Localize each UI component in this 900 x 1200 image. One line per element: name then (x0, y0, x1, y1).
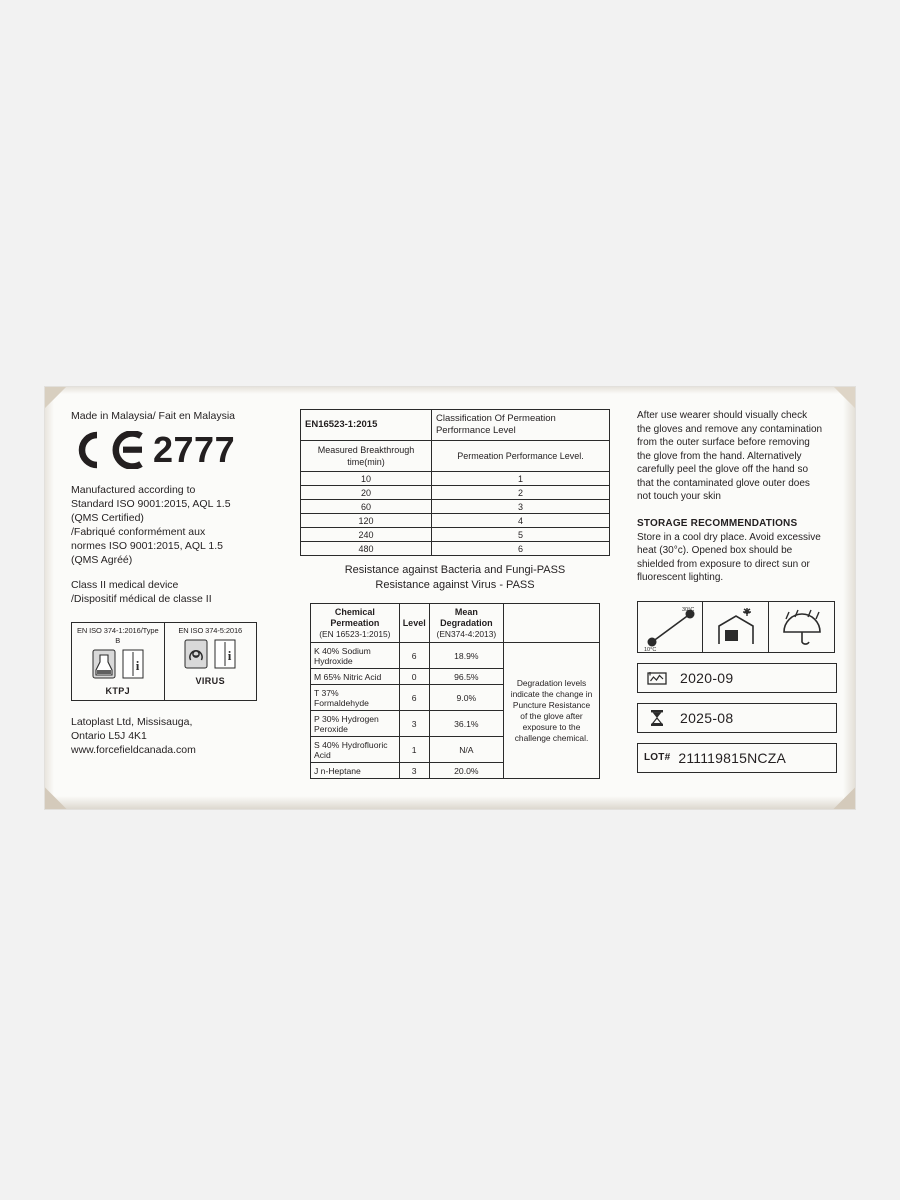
box-corner-bottom-right (825, 783, 855, 809)
pictogram-code-label: KTPJ (105, 686, 131, 696)
storage-line-2: heat (30°c). Opened box should be (637, 545, 793, 556)
column-header-performance-level: Permeation Performance Level. (431, 441, 609, 472)
box-corner-top-left (45, 387, 71, 413)
permeation-classification-table (300, 409, 610, 556)
manufacture-date-field (637, 663, 837, 693)
cell-level: 2 (431, 486, 609, 500)
box-edge-left (45, 387, 54, 809)
note-line-4: of the glove after (520, 710, 583, 721)
chemical-resistance-flask-icon (92, 649, 116, 684)
svg-text:i: i (227, 648, 232, 663)
manufacture-line-6: (QMS Agréé) (71, 554, 133, 566)
column-header-degradation-text: Mean Degradation (440, 606, 493, 628)
cell-degradation: 36.1% (429, 711, 503, 737)
storage-title: STORAGE RECOMMENDATIONS (637, 517, 798, 529)
box-edge-top (45, 387, 855, 394)
ce-number: 2777 (153, 429, 236, 470)
manufacture-standard-note (71, 483, 287, 567)
table-header-row (301, 410, 610, 441)
left-info-column (71, 409, 287, 757)
manufacture-line-2: Standard ISO 9001:2015, AQL 1.5 (71, 498, 231, 510)
cell-level: 3 (431, 500, 609, 514)
middle-tables-column (300, 409, 610, 779)
instructions-book-icon (214, 639, 236, 674)
temperature-range-icon (638, 602, 704, 654)
degradation-note (504, 643, 600, 779)
table-row (301, 472, 610, 486)
instructions-book-icon (122, 649, 144, 684)
storage-pictogram-group (637, 601, 837, 653)
address-line-1: Latoplast Ltd, Missisauga, (71, 716, 193, 728)
note-line-1: Degradation levels (516, 677, 587, 688)
table-row (301, 514, 610, 528)
ce-marking (71, 429, 287, 471)
cell-chemical: M 65% Nitric Acid (311, 669, 400, 685)
pictogram-code-label: VIRUS (195, 676, 225, 686)
svg-text:30°C: 30°C (682, 606, 695, 613)
table-row (301, 486, 610, 500)
pictogram-icon-row (167, 639, 255, 674)
pictogram-keep-dry (769, 601, 835, 653)
cell-level: 6 (431, 542, 609, 556)
pictogram-standard-label: EN ISO 374-1:2016/Type B (76, 626, 159, 645)
cell-level: 4 (431, 514, 609, 528)
storage-line-4: fluorescent lighting. (637, 572, 724, 583)
storage-text (637, 531, 837, 585)
column-header-chemical-standard: (EN 16523-1:2015) (319, 628, 391, 639)
expiry-date-field (637, 703, 837, 733)
standards-pictogram-group (71, 622, 257, 701)
cell-level: 6 (399, 643, 429, 669)
cell-time: 480 (301, 542, 432, 556)
use-note-line-1: After use wearer should visually check (637, 410, 808, 421)
manufacture-line-3: (QMS Certified) (71, 512, 144, 524)
pictogram-virus-protection (165, 622, 258, 701)
column-header-degradation-standard: (EN374-4:2013) (436, 628, 497, 639)
use-note-line-5: carefully peel the glove off the hand so (637, 464, 809, 475)
table-row (311, 643, 600, 669)
cell-time: 120 (301, 514, 432, 528)
manufacture-line-1: Manufactured according to (71, 484, 196, 496)
cell-chemical: T 37% Formaldehyde (311, 685, 400, 711)
note-line-6: challenge chemical. (514, 732, 589, 743)
table-header-row (311, 604, 600, 643)
column-header-breakthrough-time: Measured Breakthrough time(min) (301, 441, 432, 472)
use-note-line-6: that the contaminated glove outer does (637, 477, 810, 489)
cell-degradation: 18.9% (429, 643, 503, 669)
note-line-2: indicate the change in (510, 688, 593, 699)
note-line-5: exposure to the (522, 721, 581, 732)
chemical-permeation-table (310, 603, 600, 779)
pictogram-chemical-protection (71, 622, 165, 701)
storage-line-1: Store in a cool dry place. Avoid excessive (637, 531, 821, 543)
pictogram-temperature-range (637, 601, 703, 653)
cell-time: 10 (301, 472, 432, 486)
device-class-line-2: /Dispositif médical de classe II (71, 593, 212, 605)
resistance-statements (300, 563, 610, 593)
standard-code: EN16523-1:2015 (301, 410, 432, 441)
cell-level: 6 (399, 685, 429, 711)
lot-label: LOT# (644, 752, 671, 763)
use-note-line-2: the gloves and remove any contamination (637, 423, 823, 435)
storage-section (637, 518, 837, 585)
use-note-line-7: not touch your skin (637, 491, 721, 502)
pictogram-icon-row (74, 649, 162, 684)
spacer-cell (504, 604, 600, 643)
cell-time: 20 (301, 486, 432, 500)
use-note-line-4: the glove from the hand. Alternatively (637, 450, 802, 462)
cell-degradation: 20.0% (429, 763, 503, 779)
note-line-3: Puncture Resistance (512, 699, 591, 710)
use-note-line-3: from the outer surface before removing (637, 437, 810, 448)
origin-text: Made in Malaysia/ Fait en Malaysia (71, 410, 235, 422)
cell-chemical: J n-Heptane (311, 763, 400, 779)
cell-degradation: 9.0% (429, 685, 503, 711)
pictogram-standard-label: EN ISO 374-5:2016 (178, 626, 243, 635)
expiry-date-value: 2025-08 (680, 709, 734, 726)
box-corner-bottom-left (45, 783, 75, 809)
manufacture-date-value: 2020-09 (680, 669, 734, 686)
pictogram-keep-away-from-sunlight (703, 601, 769, 653)
cell-level: 3 (399, 763, 429, 779)
right-info-column (637, 409, 837, 773)
after-use-instructions (637, 409, 837, 504)
table-row (301, 500, 610, 514)
cell-time: 240 (301, 528, 432, 542)
manufacture-date-icon (644, 670, 670, 686)
cell-level: 3 (399, 711, 429, 737)
glove-box-back-panel (44, 386, 856, 810)
cell-level: 5 (431, 528, 609, 542)
expiry-hourglass-icon (644, 709, 670, 727)
svg-text:i: i (135, 658, 140, 673)
device-class-line-1: Class II medical device (71, 579, 179, 591)
table-column-header-row (301, 441, 610, 472)
column-header-chemical (311, 604, 400, 643)
lot-number-field (637, 743, 837, 773)
address-line-2: Ontario L5J 4K1 (71, 730, 147, 742)
keep-dry-umbrella-icon (769, 602, 835, 654)
table-row (301, 542, 610, 556)
resistance-bacteria-fungi: Resistance against Bacteria and Fungi-PASS (344, 564, 566, 576)
cell-level: 1 (431, 472, 609, 486)
box-edge-right (843, 387, 855, 809)
biohazard-icon (184, 639, 208, 674)
manufacture-line-5: normes ISO 9001:2015, AQL 1.5 (71, 540, 223, 552)
cell-chemical: S 40% Hydrofluoric Acid (311, 737, 400, 763)
distributor-address (71, 715, 287, 757)
cell-level: 1 (399, 737, 429, 763)
keep-away-from-sunlight-icon (703, 602, 769, 654)
cell-level: 0 (399, 669, 429, 685)
manufacture-line-4: /Fabriqué conformément aux (71, 526, 206, 538)
storage-line-3: shielded from exposure to direct sun or (637, 558, 810, 570)
website-url[interactable]: www.forcefieldcanada.com (71, 744, 196, 756)
column-header-chemical-text: Chemical Permeation (330, 606, 380, 628)
box-edge-bottom (45, 796, 855, 809)
table-title: Classification Of Permeation Performance Level (431, 410, 609, 441)
svg-text:10°C: 10°C (644, 646, 657, 653)
cell-degradation: N/A (429, 737, 503, 763)
column-header-level: Level (399, 604, 429, 643)
cell-chemical: K 40% Sodium Hydroxide (311, 643, 400, 669)
device-class-note (71, 578, 287, 606)
cell-chemical: P 30% Hydrogen Peroxide (311, 711, 400, 737)
table-row (301, 528, 610, 542)
cell-time: 60 (301, 500, 432, 514)
column-header-degradation (429, 604, 503, 643)
lot-value: 211119815NCZA (678, 749, 787, 766)
cell-degradation: 96.5% (429, 669, 503, 685)
ce-logo-icon (71, 431, 145, 469)
resistance-virus: Resistance against Virus - PASS (375, 579, 535, 591)
